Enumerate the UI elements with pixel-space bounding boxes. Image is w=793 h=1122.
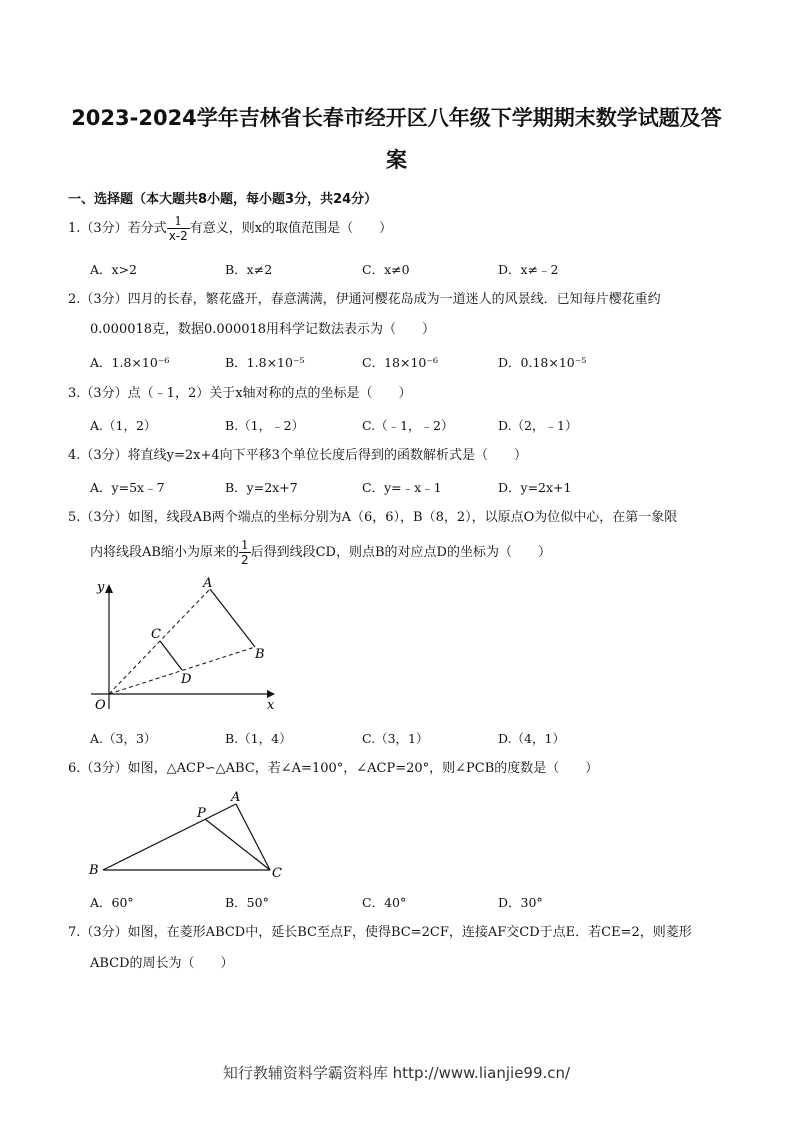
- section-heading: 一、选择题（本大题共8小题，每小题3分，共24分）: [68, 192, 378, 207]
- q3-option-d: D.（2，﹣1）: [498, 418, 578, 433]
- q1-option-b: B．x≠2: [225, 262, 273, 277]
- q6-option-d: D．30°: [498, 895, 543, 910]
- vertex-c-label: C: [272, 866, 282, 881]
- question-1-text: 1.（3分）若分式: [68, 221, 167, 236]
- vertex-b-label: B: [89, 863, 99, 878]
- q1-option-c: C．x≠0: [362, 262, 410, 277]
- question-5: 5.（3分）如图，线段AB两个端点的坐标分别为A（6，6），B（8，2），以原点O为位似中心，在第一象限: [68, 510, 678, 525]
- question-6: 6.（3分）如图，△ACP∽△ABC，若∠A=100°，∠ACP=20°，则∠PCB的度数是（ ）: [68, 761, 599, 776]
- point-c-label: C: [151, 627, 161, 642]
- question-2: 2.（3分）四月的长春，繁花盛开，春意满满，伊通河樱花岛成为一道迷人的风景线．已知每片樱花重约: [68, 292, 661, 307]
- q3-option-c: C.（﹣1，﹣2）: [362, 418, 454, 433]
- q5-option-c: C.（3，1）: [362, 731, 429, 746]
- q5-option-a: A.（3，3）: [90, 731, 157, 746]
- q6-option-b: B．50°: [225, 895, 269, 910]
- page-title: 2023-2024学年吉林省长春市经开区八年级下学期期末数学试题及答: [71, 106, 722, 130]
- q1-option-d: D．x≠﹣2: [498, 262, 559, 277]
- point-d-label: D: [181, 672, 192, 687]
- q2-option-c: C．18×10⁻⁶: [362, 355, 438, 370]
- q3-option-a: A.（1，2）: [90, 418, 157, 433]
- q4-option-c: C．y=﹣x﹣1: [362, 480, 442, 495]
- q5-option-d: D.（4，1）: [498, 731, 565, 746]
- vertex-a-label: A: [231, 790, 241, 805]
- question-2-cont: 0.000018克，数据0.000018用科学记数法表示为（ ）: [90, 322, 436, 337]
- fraction: $\frac{1}{2}$: [240, 538, 249, 567]
- point-a-label: A: [203, 576, 213, 591]
- point-p-label: P: [197, 806, 206, 821]
- q4-option-b: B．y=2x+7: [225, 480, 298, 495]
- y-axis-label: y: [97, 580, 105, 595]
- q6-option-a: A．60°: [90, 895, 134, 910]
- coordinate-figure: [85, 575, 285, 715]
- q2-option-a: A．1.8×10⁻⁶: [90, 355, 170, 370]
- point-b-label: B: [255, 647, 265, 662]
- origin-label: O: [95, 698, 106, 713]
- page-title-continued: 案: [386, 148, 407, 172]
- question-4: 4.（3分）将直线y=2x+4向下平移3个单位长度后得到的函数解析式是（ ）: [68, 448, 527, 463]
- q3-option-b: B.（1，﹣2）: [225, 418, 305, 433]
- q6-option-c: C．40°: [362, 895, 407, 910]
- footer-watermark: 知行教辅资料学霸资料库 http://www.lianjie99.cn/: [222, 1064, 571, 1082]
- q2-option-d: D．0.18×10⁻⁵: [498, 355, 587, 370]
- question-3: 3.（3分）点（﹣1，2）关于x轴对称的点的坐标是（ ）: [68, 386, 412, 401]
- question-7: 7.（3分）如图，在菱形ABCD中，延长BC至点F，使得BC=2CF，连接AF交CD于点E．若CE=2，则菱形: [68, 925, 692, 940]
- triangle-figure: [85, 788, 295, 883]
- q4-option-d: D．y=2x+1: [498, 480, 572, 495]
- question-1: [68, 214, 392, 243]
- q1-option-a: A．x>2: [90, 262, 138, 277]
- q4-option-a: A．y=5x﹣7: [90, 480, 165, 495]
- q2-option-b: B．1.8×10⁻⁵: [225, 355, 305, 370]
- fraction: $\frac{1}{x-2}$: [168, 214, 188, 243]
- question-1-text-cont: 有意义，则x的取值范围是（ ）: [189, 221, 393, 236]
- question-5-cont: 内将线段AB缩小为原来的 $\frac{1}{2}$ 后得到线段CD，则点B的对应点D的坐标为（ ）: [90, 538, 551, 567]
- x-axis-label: x: [267, 698, 275, 713]
- question-7-cont: ABCD的周长为（ ）: [90, 956, 234, 971]
- q5-option-b: B.（1，4）: [225, 731, 292, 746]
